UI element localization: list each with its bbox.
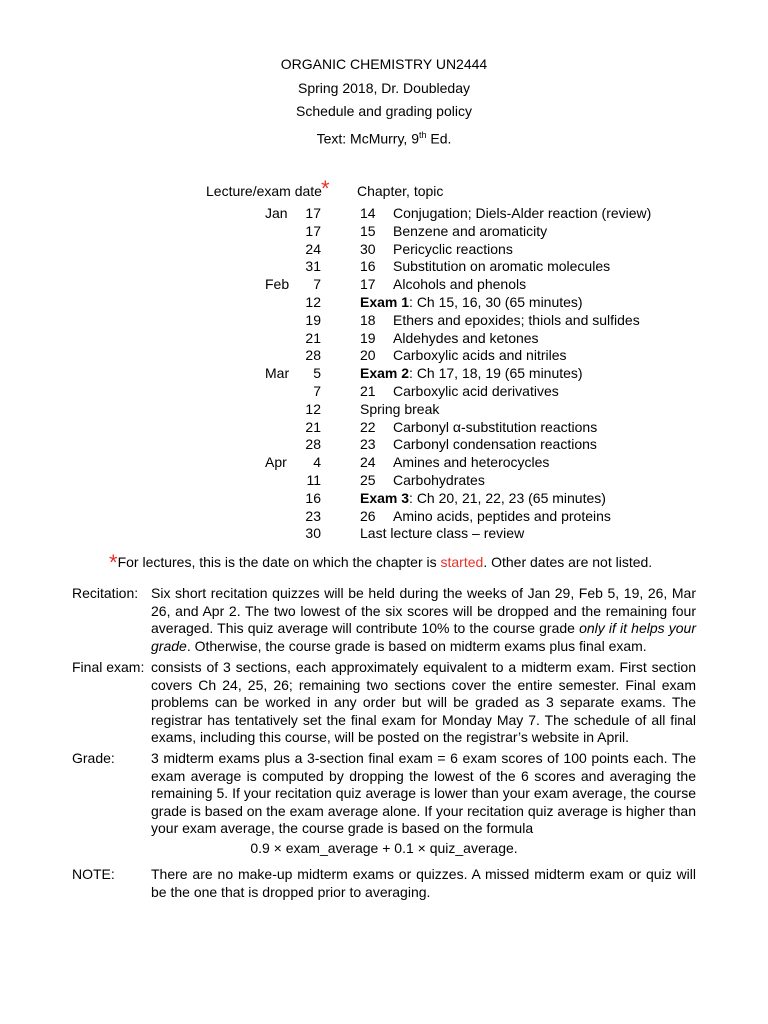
superscript: th <box>419 129 427 140</box>
row-day: 23 <box>305 507 321 524</box>
emphasis-text: only if it helps your grade <box>151 620 697 654</box>
grade-section <box>72 750 696 838</box>
row-day: 30 <box>305 525 321 542</box>
row-day: 12 <box>305 400 321 417</box>
section-term: NOTE: <box>72 866 115 882</box>
exam-label: Exam 3 <box>360 489 410 506</box>
row-event: Last lecture class – review <box>360 525 525 542</box>
schedule-row <box>0 312 768 330</box>
row-chapter: 14 <box>360 205 376 221</box>
document-subtitle: Schedule and grading policy <box>296 103 472 119</box>
row-day: 21 <box>305 329 321 346</box>
schedule-header <box>0 176 768 202</box>
row-chapter: 24 <box>360 454 376 471</box>
document-header <box>0 53 768 151</box>
row-topic: Ethers and epoxides; thiols and sulfides <box>393 311 640 328</box>
section-body: There are no make-up midterm exams or quizzes. A missed midterm exam or quiz will be the one that is dropped prior to averaging. <box>151 866 696 900</box>
row-chapter: 25 <box>360 471 376 488</box>
row-topic: Conjugation; Diels-Alder reaction (review) <box>393 205 652 221</box>
row-month: Feb <box>265 276 290 293</box>
row-day: 5 <box>313 365 321 382</box>
row-chapter: 26 <box>360 507 376 524</box>
row-day: 12 <box>305 293 321 310</box>
row-day: 7 <box>313 382 321 399</box>
row-chapter: 30 <box>360 240 376 257</box>
row-exam <box>360 365 583 383</box>
row-topic: Amino acids, peptides and proteins <box>393 507 611 524</box>
row-chapter: 16 <box>360 258 376 275</box>
row-chapter: 18 <box>360 311 376 328</box>
topic-column-label: Chapter, topic <box>357 183 444 199</box>
row-chapter: 15 <box>360 222 376 239</box>
asterisk-icon: * <box>321 176 330 201</box>
row-day: 11 <box>306 471 321 488</box>
schedule-row <box>0 223 768 241</box>
row-chapter: 22 <box>360 418 376 435</box>
exam-label: Exam 2 <box>360 365 410 382</box>
row-topic: Benzene and aromaticity <box>393 222 548 239</box>
row-topic: Carbonyl condensation reactions <box>393 436 597 453</box>
schedule-row <box>0 472 768 490</box>
schedule-row <box>0 490 768 508</box>
date-column-label: Lecture/exam date <box>206 183 322 199</box>
schedule-row <box>0 365 768 383</box>
schedule-row <box>0 383 768 401</box>
term-instructor: Spring 2018, Dr. Doubleday <box>298 79 470 96</box>
schedule-row <box>0 347 768 365</box>
section-term: Recitation: <box>72 585 139 601</box>
row-day: 7 <box>313 276 321 293</box>
schedule-row <box>0 454 768 472</box>
row-chapter: 17 <box>360 276 376 293</box>
final-exam-section <box>72 659 696 747</box>
note-section <box>72 866 696 901</box>
row-topic: Carbonyl α-substitution reactions <box>393 418 598 435</box>
row-day: 21 <box>305 418 321 435</box>
row-chapter: 23 <box>360 436 376 453</box>
row-event: Spring break <box>360 400 440 417</box>
section-term: Final exam: <box>72 659 145 675</box>
section-body: consists of 3 sections, each approximately equivalent to a midterm exam. First section covers Ch 24, 25, 26; remaining two sections cover the entire semester. Final exam problems can be worked in any order but will be graded as 3 separate exams. The registrar has tentatively set the final exam for Monday May 7. The schedule of all final exams, including this course, will be posted on the registrar’s website in April. <box>151 659 696 745</box>
schedule-row <box>0 508 768 526</box>
row-topic: Carboxylic acid derivatives <box>393 382 559 399</box>
textbook-line: Text: McMurry, 9th Ed. <box>316 129 452 147</box>
row-month: Jan <box>265 205 288 221</box>
row-topic: Alcohols and phenols <box>393 276 527 293</box>
schedule-row <box>0 419 768 437</box>
schedule-row <box>0 276 768 294</box>
course-title: ORGANIC CHEMISTRY UN2444 <box>280 56 488 72</box>
row-topic: Amines and heterocycles <box>393 454 550 471</box>
schedule-row <box>0 205 768 223</box>
row-day: 28 <box>305 347 321 364</box>
schedule-table <box>0 205 768 543</box>
schedule-row <box>0 241 768 259</box>
schedule-row <box>0 436 768 454</box>
row-day: 17 <box>305 222 321 239</box>
row-chapter: 19 <box>360 329 376 346</box>
section-body: 3 midterm exams plus a 3-section final exam = 6 exam scores of 100 points each. The exam average is computed by dropping the lowest of the 6 scores and averaging the remaining 5. If your recitation quiz average is lower than your exam average, the course grade is based on the exam average alone. If your recitation quiz average is higher than your exam average, the course grade is based on the formula <box>151 750 696 836</box>
section-body: Six short recitation quizzes will be held during the weeks of Jan 29, Feb 5, 19, 26, Mar 26, and Apr 2. The two lowest of the six scores will be dropped and the remaining four averaged. This quiz average will contribute 10% to the course grade only if it helps your grade. Otherwise, the course grade is based on midterm exams plus final exam. <box>151 585 697 654</box>
recitation-section <box>72 585 696 655</box>
asterisk-icon: * <box>109 550 118 575</box>
row-chapter: 20 <box>360 347 376 364</box>
highlight-text: started <box>440 554 484 570</box>
row-day: 19 <box>305 311 321 328</box>
row-exam <box>360 490 606 508</box>
schedule-row <box>0 294 768 312</box>
schedule-row <box>0 525 768 543</box>
schedule-row <box>0 330 768 348</box>
row-day: 16 <box>305 489 321 506</box>
row-topic: Substitution on aromatic molecules <box>393 258 611 275</box>
row-day: 31 <box>305 258 321 275</box>
grade-formula: 0.9 × exam_average + 0.1 × quiz_average. <box>250 840 518 856</box>
row-topic: Carboxylic acids and nitriles <box>393 347 567 364</box>
exam-detail: : Ch 17, 18, 19 (65 minutes) <box>409 365 583 382</box>
row-chapter: 21 <box>360 382 376 399</box>
section-term: Grade: <box>72 750 115 766</box>
row-topic: Aldehydes and ketones <box>393 329 539 346</box>
exam-label: Exam 1 <box>360 293 410 310</box>
row-topic: Carbohydrates <box>393 471 485 488</box>
exam-detail: : Ch 15, 16, 30 (65 minutes) <box>409 293 583 310</box>
row-month: Apr <box>265 454 287 471</box>
schedule-footnote: *For lectures, this is the date on which the chapter is started. Other dates are not listed. <box>109 550 653 575</box>
schedule-row <box>0 401 768 419</box>
row-exam <box>360 294 583 312</box>
row-day: 4 <box>313 454 321 471</box>
row-day: 24 <box>305 240 321 257</box>
row-month: Mar <box>265 365 290 382</box>
row-day: 17 <box>305 205 321 221</box>
exam-detail: : Ch 20, 21, 22, 23 (65 minutes) <box>409 489 606 506</box>
row-day: 28 <box>305 436 321 453</box>
schedule-row <box>0 258 768 276</box>
row-topic: Pericyclic reactions <box>393 240 513 257</box>
